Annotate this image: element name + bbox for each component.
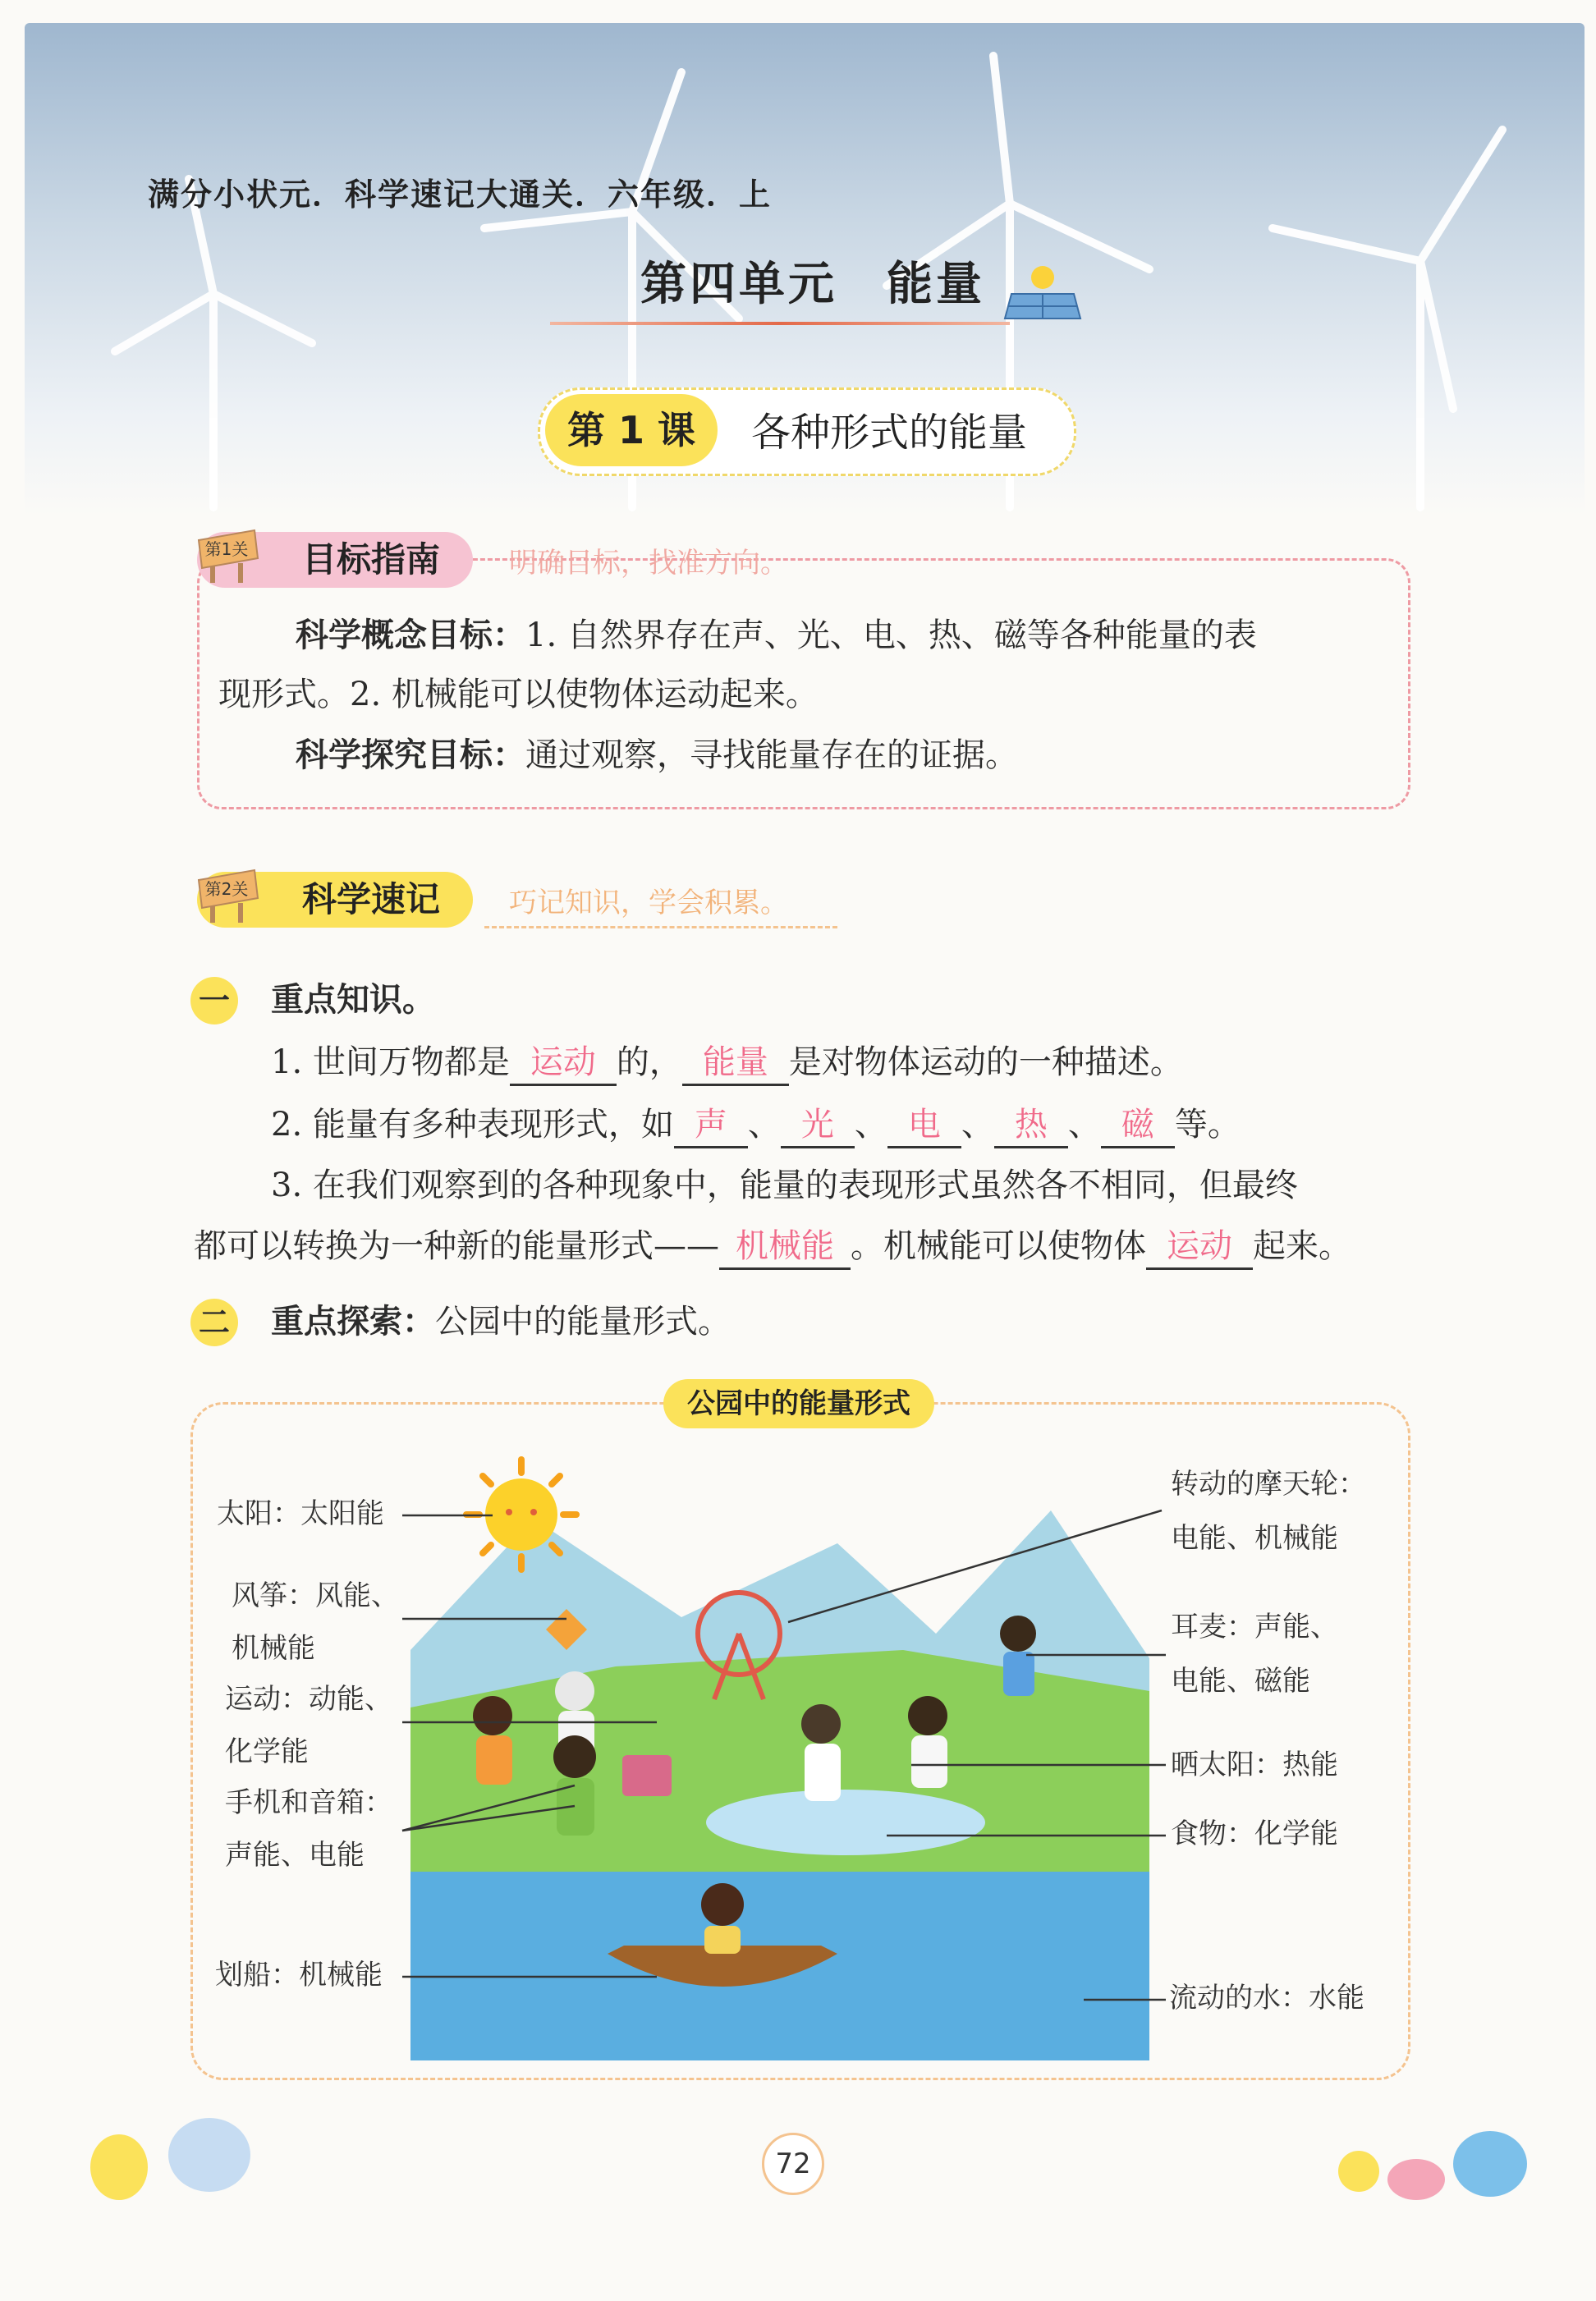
section-notes-title-text: 科学速记 (302, 879, 441, 919)
knowledge-item-1-text-a: 1. 世间万物都是 (271, 1043, 510, 1081)
label-water: 流动的水：水能 (1169, 1982, 1364, 2015)
knowledge-item-1-text-b: 的， (616, 1043, 682, 1081)
level-badge-1-text: 第1关 (204, 539, 249, 559)
answer-blank-1: 运动 (510, 1041, 617, 1086)
label-kite-2: 机械能 (232, 1632, 315, 1665)
decor-bubble (1453, 2131, 1527, 2197)
label-motion-1: 运动：动能、 (225, 1683, 392, 1716)
knowledge-item-3-text-c: 起来。 (1253, 1227, 1351, 1265)
inquiry-goal-label: 科学探究目标： (296, 736, 525, 774)
answer-blank-2: 能量 (682, 1041, 789, 1086)
concept-goal-text-1: 1. 自然界存在声、光、电、热、磁等各种能量的表 (525, 617, 1257, 654)
key-explore-text: 公园中的能量形式。 (435, 1303, 731, 1341)
concept-goal-text-2: 现形式。2. 机械能可以使物体运动起来。 (218, 676, 819, 713)
separator: 、 (961, 1106, 994, 1144)
decor-bubble (1338, 2151, 1379, 2192)
label-food: 食物：化学能 (1171, 1817, 1338, 1850)
separator: 、 (1067, 1106, 1101, 1144)
answer-blank-5: 电 (887, 1103, 961, 1148)
label-boat: 划船：机械能 (215, 1959, 383, 1992)
label-phone-2: 声能、电能 (225, 1839, 365, 1872)
section-notes-hint: 巧记知识，学会积累。 (509, 887, 788, 919)
separator: 、 (747, 1106, 781, 1144)
series-title: 满分小状元．科学速记大通关．六年级．上 (148, 176, 773, 213)
label-phone-1: 手机和音箱： (225, 1786, 392, 1819)
answer-blank-3: 声 (674, 1103, 748, 1148)
level-badge-2-text: 第2关 (204, 879, 249, 899)
lesson-number: 第 1 课 (545, 394, 718, 466)
inquiry-goal-text: 通过观察，寻找能量存在的证据。 (525, 736, 1018, 774)
knowledge-item-3-line-1: 3. 在我们观察到的各种现象中，能量的表现形式虽然各不相同，但最终 (271, 1167, 1298, 1204)
knowledge-item-2-end: 等。 (1174, 1106, 1241, 1144)
knowledge-item-2-text: 2. 能量有多种表现形式，如 (271, 1106, 674, 1144)
knowledge-item-3-text-b: 。机械能可以使物体 (851, 1227, 1146, 1265)
answer-blank-8: 机械能 (719, 1225, 851, 1270)
key-explore-label: 重点探索： (271, 1303, 435, 1341)
decor-bubble (1387, 2159, 1445, 2200)
label-motion-2: 化学能 (225, 1735, 309, 1768)
label-headset-2: 电能、磁能 (1171, 1665, 1310, 1698)
number-badge-2-text: 二 (198, 1304, 230, 1341)
answer-blank-7: 磁 (1101, 1103, 1175, 1148)
label-headset-1: 耳麦：声能、 (1171, 1611, 1338, 1643)
separator: 、 (854, 1106, 887, 1144)
label-ferris-2: 电能、机械能 (1171, 1522, 1338, 1555)
diagram-title: 公园中的能量形式 (663, 1379, 934, 1428)
knowledge-item-3-text-a: 都可以转换为一种新的能量形式—— (194, 1227, 719, 1265)
unit-title: 第四单元 能量 (640, 258, 985, 311)
label-kite-1: 风筝：风能、 (232, 1579, 399, 1612)
lesson-name: 各种形式的能量 (751, 410, 1028, 456)
label-ferris-1: 转动的摩天轮： (1171, 1468, 1366, 1501)
answer-blank-9: 运动 (1146, 1225, 1253, 1270)
label-sun: 太阳：太阳能 (217, 1497, 384, 1530)
key-knowledge-title: 重点知识。 (271, 981, 435, 1019)
section-goals-hint: 明确目标，找准方向。 (509, 547, 788, 580)
decor-bubble (168, 2118, 250, 2192)
decor-bubble (90, 2134, 148, 2200)
label-sunbathe: 晒太阳：热能 (1171, 1749, 1338, 1781)
page-number: 72 (762, 2133, 824, 2195)
number-badge-1-text: 一 (198, 983, 230, 1019)
answer-blank-4: 光 (781, 1103, 855, 1148)
answer-blank-6: 热 (994, 1103, 1068, 1148)
section-goals-title-text: 目标指南 (302, 539, 441, 580)
concept-goal-label: 科学概念目标： (296, 617, 525, 654)
knowledge-item-1-text-c: 是对物体运动的一种描述。 (788, 1043, 1183, 1081)
